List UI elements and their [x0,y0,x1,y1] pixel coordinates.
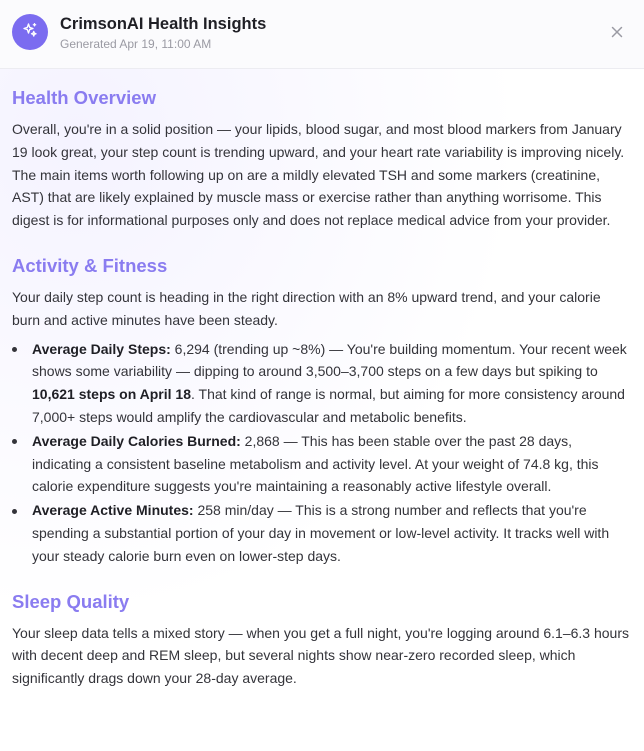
app-title: CrimsonAI Health Insights [60,15,267,33]
bullet-dot [12,439,17,444]
sparkle-icon [21,21,39,44]
item-label: Average Active Minutes: [32,502,194,519]
close-icon [610,26,624,43]
item-label: Average Daily Steps: [32,340,171,357]
bullet-dot [12,347,17,352]
item-text: 2,868 — This has been stable over the past 28 days, indicating a consistent baseline metabolism and activity level. At your weight of 74.8 kg, this calorie expenditure suggests you're maintaining a reasonably active lifestyle overall. [32,432,599,495]
section-heading: Activity & Fitness [12,254,168,276]
section-heading: Sleep Quality [12,590,130,612]
close-button[interactable] [610,25,624,39]
section-heading: Health Overview [12,87,156,108]
section-paragraph: Your daily step count is heading in the right direction with an 8% upward trend, and your calorie burn and active minutes have been steady. [12,288,601,328]
digest-content [0,69,644,690]
section-activity-fitness [12,253,632,568]
list-item [12,338,632,429]
item-highlight: 10,621 steps on April 18 [32,386,191,403]
item-text: . That kind of range is normal, but aiming for more consistency around 7,000+ steps would amplify the cardiovascular and metabolic benefits. [32,386,625,425]
bullet-dot [12,509,17,514]
generated-timestamp: Generated Apr 19, 11:00 AM [60,37,212,51]
list-item [12,430,632,498]
item-text: 6,294 (trending up ~8%) — You're building momentum. Your recent week shows some variability — dipping to around 3,500–3,700 steps on a few days but spiking to [32,340,627,380]
item-text: 258 min/day — This is a strong number and reflects that you're spending a substantial portion of your day in movement or low-level activity. It tracks well with your steady calorie burn even on lower-step days. [32,502,610,564]
section-paragraph: Overall, you're in a solid position — your lipids, blood sugar, and most blood markers from January 19 look great, your step count is trending upward, and your heart rate variability is improving nicely. The main items worth following up on are a mildly elevated TSH and some markers (creatinine, AST) that are likely explained by muscle mass or exercise rather than anything worrisome. This digest is for informational purposes only and does not replace medical advice from your provider. [12,121,625,229]
section-paragraph: Your sleep data tells a mixed story — when you get a full night, you're logging around 6.1–6.3 hours with decent deep and REM sleep, but several nights show near-zero recorded sleep, which significantly drags down your 28-day average. [12,624,629,687]
list-item [12,499,632,567]
activity-list [12,338,632,568]
section-sleep-quality [12,589,632,690]
panel-header [0,0,644,69]
app-logo [12,14,48,50]
item-label: Average Daily Calories Burned: [32,432,241,449]
section-health-overview [12,85,632,232]
